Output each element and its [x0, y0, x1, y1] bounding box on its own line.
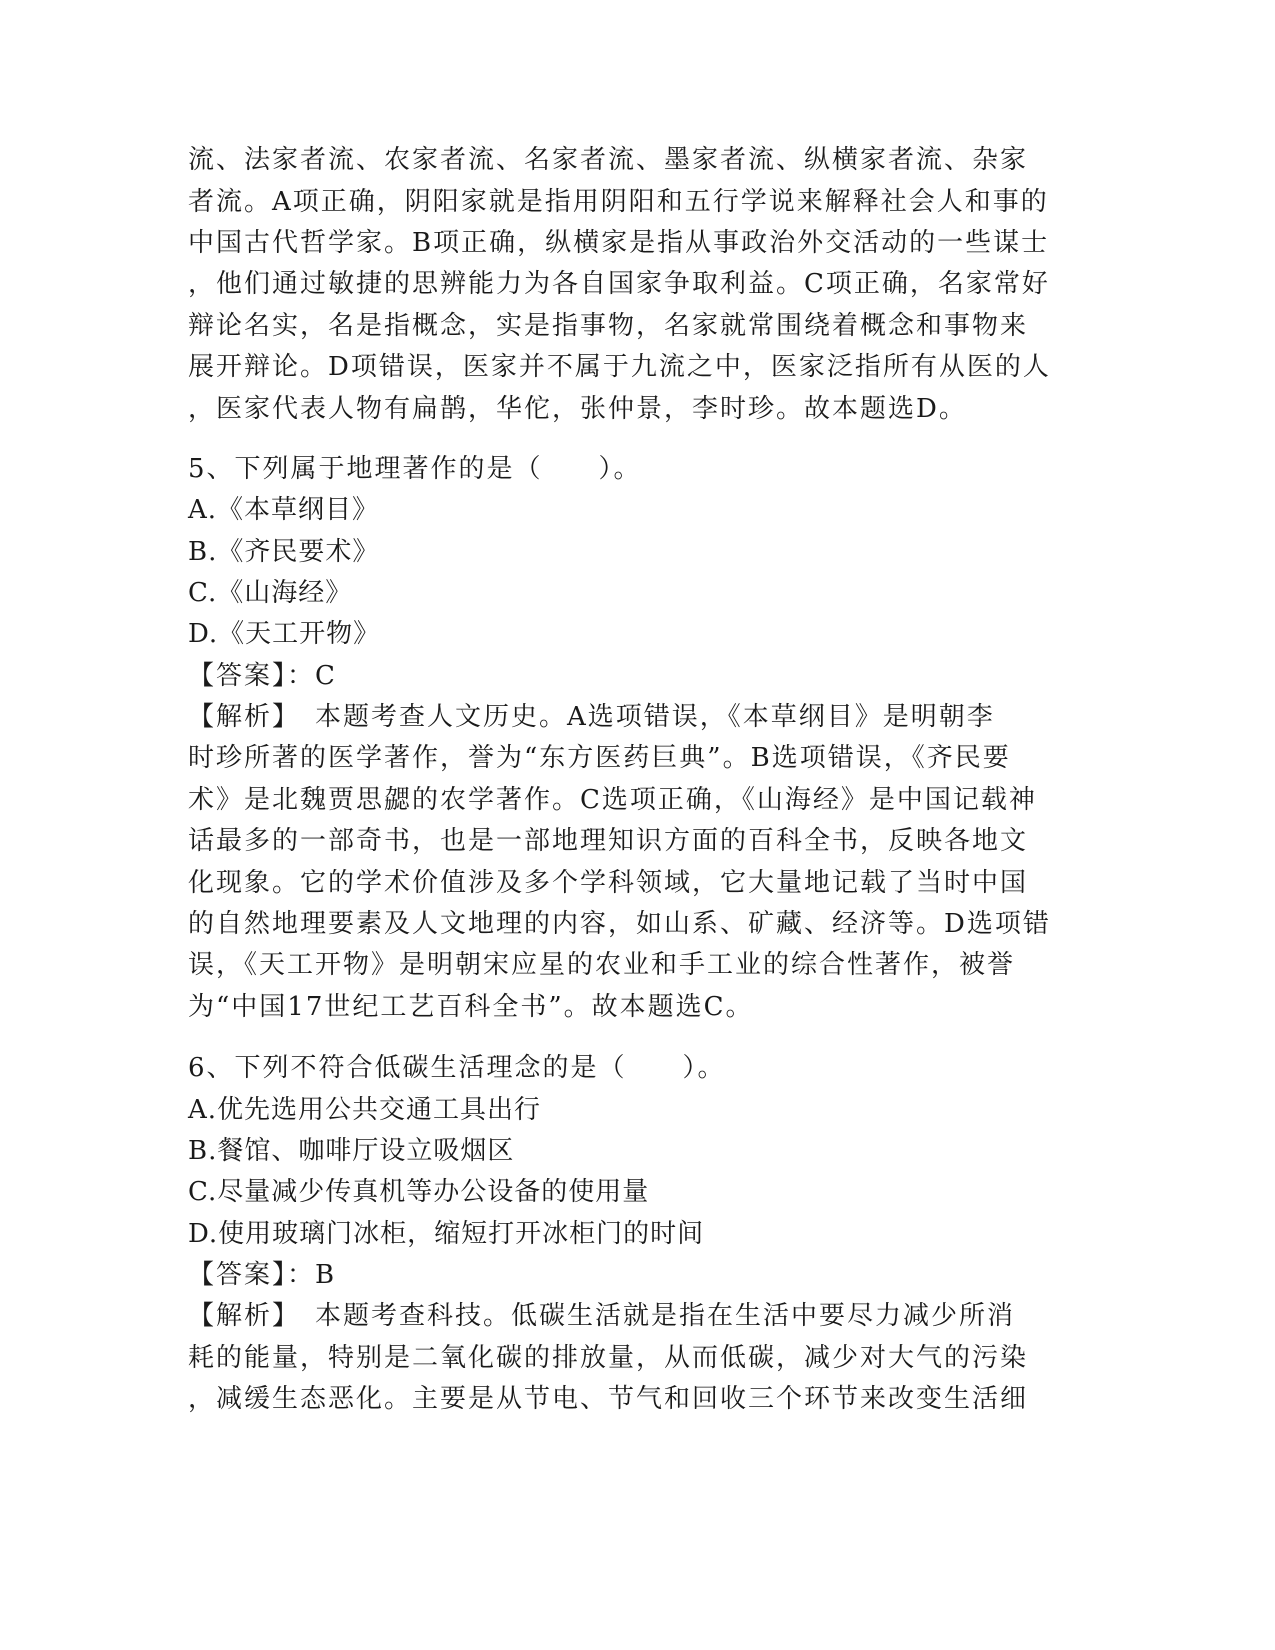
q4-explanation-line: 中国古代哲学家。B项正确，纵横家是指从事政治外交活动的一些谋士 [188, 228, 1050, 258]
q4-explanation-line: 辩论名实，名是指概念，实是指事物，名家就常围绕着概念和事物来 [188, 311, 1029, 341]
q6-option-a: A.优先选用公共交通工具出行 [188, 1095, 542, 1125]
question-6-title: 6、下列不符合低碳生活理念的是（ ）。 [188, 1053, 726, 1083]
q6-option-d: D.使用玻璃门冰柜，缩短打开冰柜门的时间 [188, 1219, 705, 1249]
q5-option-b: B.《齐民要术》 [188, 537, 380, 567]
q4-explanation-line: 展开辩论。D项错误，医家并不属于九流之中，医家泛指所有从医的人 [188, 352, 1051, 382]
q5-explanation-line: 化现象。它的学术价值涉及多个学科领域，它大量地记载了当时中国 [188, 868, 1029, 898]
q5-option-c: C.《山海经》 [188, 578, 353, 608]
q6-answer: 【答案】：B [188, 1260, 337, 1290]
q6-explanation-line: ，减缓生态恶化。主要是从节电、节气和回收三个环节来改变生活细 [188, 1384, 1029, 1414]
q5-explanation-line: 为“中国17世纪工艺百科全书”。故本题选C。 [188, 992, 754, 1022]
q6-option-b: B.餐馆、咖啡厅设立吸烟区 [188, 1136, 515, 1166]
q5-option-d: D.《天工开物》 [188, 619, 381, 649]
q4-explanation-line: 流、法家者流、农家者流、名家者流、墨家者流、纵横家者流、杂家 [188, 145, 1029, 175]
q5-answer: 【答案】：C [188, 661, 337, 691]
q6-explanation-line: 【解析】 本题考查科技。低碳生活就是指在生活中要尽力减少所消 [188, 1301, 1016, 1331]
q5-option-a: A.《本草纲目》 [188, 495, 380, 525]
q5-explanation-line: 误，《天工开物》是明朝宋应星的农业和手工业的综合性著作，被誉 [188, 950, 1016, 980]
q5-explanation-line: 时珍所著的医学著作，誉为“东方医药巨典”。B选项错误，《齐民要 [188, 743, 1011, 773]
q5-explanation-line: 术》是北魏贾思勰的农学著作。C选项正确，《山海经》是中国记载神 [188, 785, 1037, 815]
q4-explanation-line: ，医家代表人物有扁鹊，华佗，张仲景，李时珍。故本题选D。 [188, 394, 967, 424]
q6-option-c: C.尽量减少传真机等办公设备的使用量 [188, 1177, 650, 1207]
q5-explanation-line: 【解析】 本题考查人文历史。A选项错误，《本草纲目》是明朝李 [188, 702, 995, 732]
q6-explanation-line: 耗的能量，特别是二氧化碳的排放量，从而低碳，减少对大气的污染 [188, 1343, 1029, 1373]
q4-explanation-line: ，他们通过敏捷的思辨能力为各自国家争取利益。C项正确，名家常好 [188, 269, 1050, 299]
q5-explanation-line: 的自然地理要素及人文地理的内容，如山系、矿藏、经济等。D选项错 [188, 909, 1051, 939]
question-5-title: 5、下列属于地理著作的是（ ）。 [188, 454, 642, 484]
q5-explanation-line: 话最多的一部奇书，也是一部地理知识方面的百科全书，反映各地文 [188, 826, 1029, 856]
q4-explanation-line: 者流。A项正确，阴阳家就是指用阴阳和五行学说来解释社会人和事的 [188, 187, 1049, 217]
